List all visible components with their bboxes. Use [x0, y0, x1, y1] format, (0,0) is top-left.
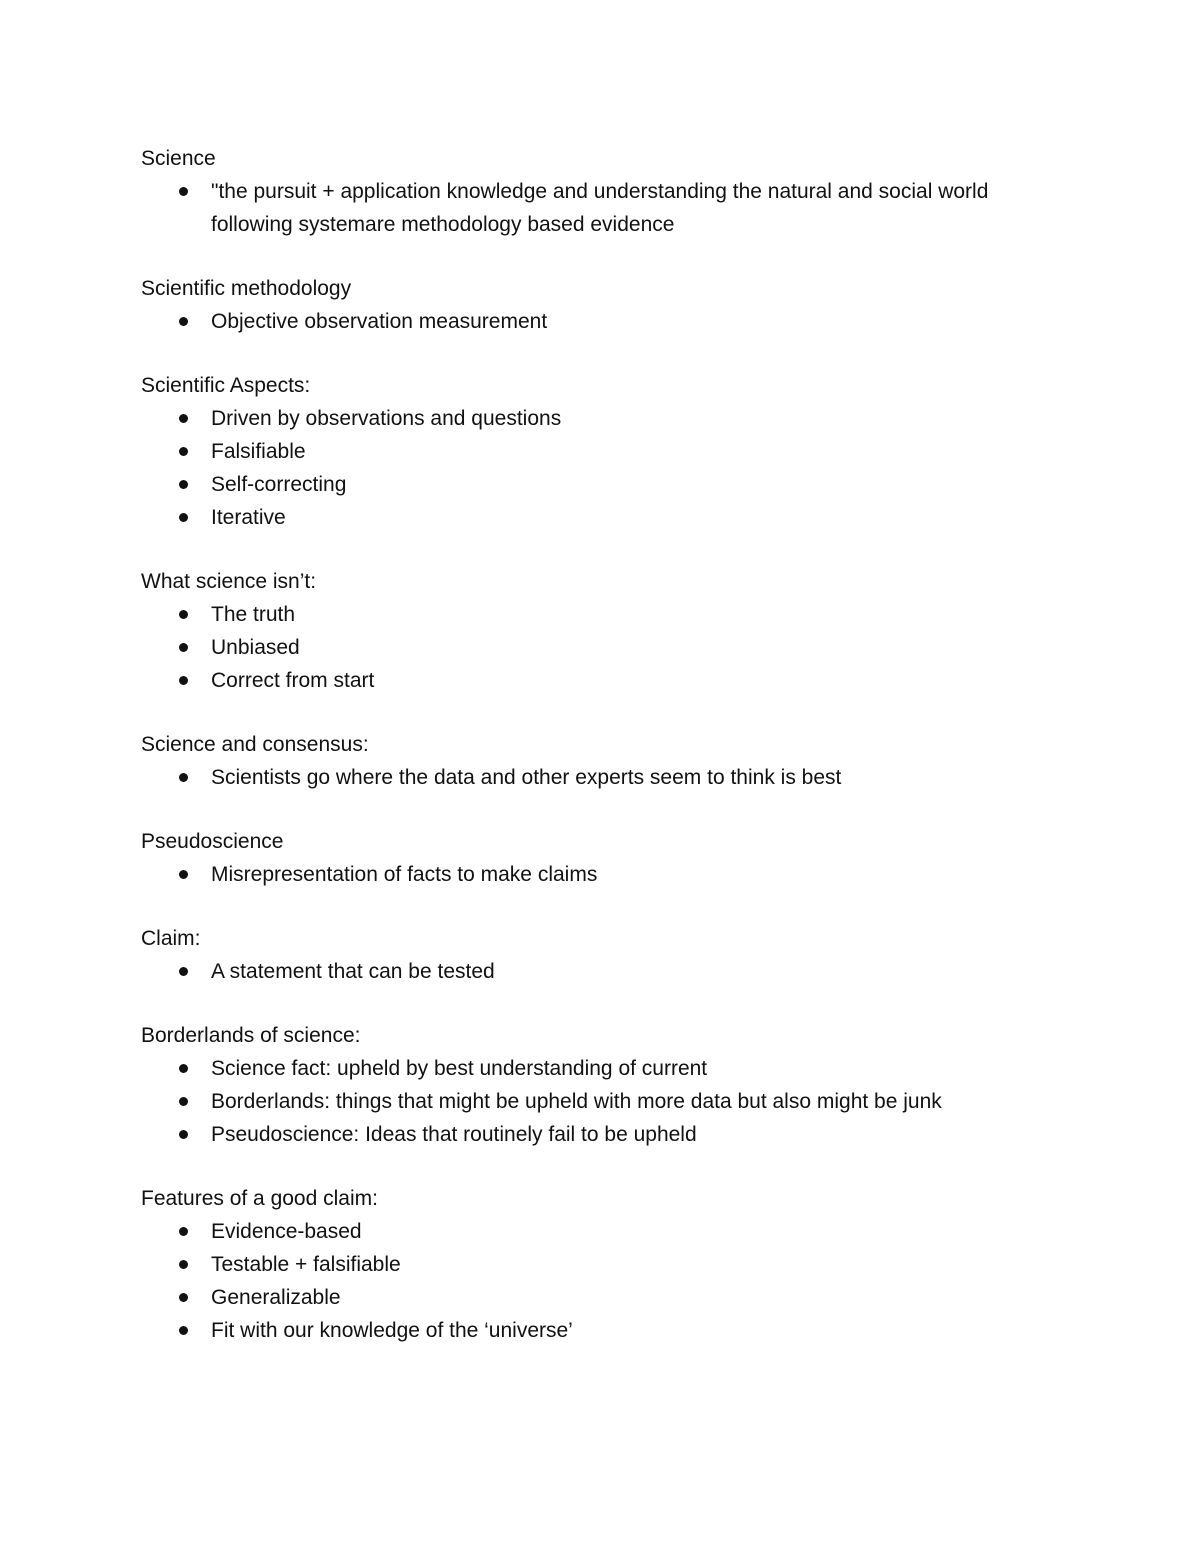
list-item	[141, 664, 1061, 697]
list-item	[141, 435, 1061, 468]
bullet-icon	[179, 643, 188, 652]
list-item-text: Scientists go where the data and other experts seem to think is best	[211, 766, 842, 789]
list-item-text: Science fact: upheld by best understanding of current	[211, 1057, 708, 1080]
bullet-icon	[179, 447, 188, 456]
list-item-text: Borderlands: things that might be upheld with more data but also might be junk	[211, 1090, 942, 1113]
bullet-list	[141, 858, 1061, 891]
list-item-text: Testable + falsifiable	[211, 1253, 401, 1276]
list-item-text: Pseudoscience: Ideas that routinely fail to be upheld	[211, 1123, 697, 1146]
list-item-text: Objective observation measurement	[211, 310, 548, 333]
list-item-text: Evidence-based	[211, 1220, 362, 1243]
list-item-text: Generalizable	[211, 1286, 341, 1309]
section-features-of-a-good-claim	[141, 1182, 1061, 1347]
section-heading: Science and consensus:	[141, 733, 369, 756]
list-item-text: "the pursuit + application knowledge and understanding the natural and social world following systemare methodology based evidence	[211, 180, 989, 236]
bullet-icon	[179, 870, 188, 879]
list-item	[141, 955, 1061, 988]
section-heading: Science	[141, 147, 216, 170]
list-item	[141, 761, 1061, 794]
bullet-list	[141, 175, 1061, 241]
list-item	[141, 501, 1061, 534]
list-item-text: Unbiased	[211, 636, 300, 659]
list-item	[141, 402, 1061, 435]
bullet-list	[141, 1215, 1061, 1347]
list-item	[141, 1281, 1061, 1314]
list-item	[141, 631, 1061, 664]
bullet-list	[141, 402, 1061, 534]
section-borderlands-of-science	[141, 1019, 1061, 1151]
bullet-icon	[179, 1227, 188, 1236]
section-heading: Pseudoscience	[141, 830, 284, 853]
section-what-science-isnt	[141, 565, 1061, 697]
section-scientific-methodology	[141, 272, 1061, 338]
bullet-icon	[179, 513, 188, 522]
list-item-text: Iterative	[211, 506, 286, 529]
bullet-icon	[179, 187, 188, 196]
list-item-text: Fit with our knowledge of the ‘universe’	[211, 1319, 573, 1342]
list-item	[141, 305, 1061, 338]
section-heading: Features of a good claim:	[141, 1187, 378, 1210]
bullet-icon	[179, 967, 188, 976]
bullet-list	[141, 305, 1061, 338]
bullet-icon	[179, 317, 188, 326]
bullet-icon	[179, 414, 188, 423]
list-item	[141, 1085, 1061, 1118]
list-item	[141, 1314, 1061, 1347]
list-item	[141, 1248, 1061, 1281]
list-item-text: Correct from start	[211, 669, 375, 692]
bullet-list	[141, 598, 1061, 697]
bullet-icon	[179, 1130, 188, 1139]
bullet-icon	[179, 1293, 188, 1302]
bullet-icon	[179, 1326, 188, 1335]
list-item-text: Self-correcting	[211, 473, 347, 496]
list-item	[141, 175, 1061, 241]
section-scientific-aspects	[141, 369, 1061, 534]
bullet-list	[141, 955, 1061, 988]
list-item-text: Misrepresentation of facts to make claims	[211, 863, 598, 886]
bullet-icon	[179, 1064, 188, 1073]
section-pseudoscience	[141, 825, 1061, 891]
section-heading: Scientific Aspects:	[141, 374, 311, 397]
bullet-list	[141, 761, 1061, 794]
bullet-icon	[179, 480, 188, 489]
list-item	[141, 1215, 1061, 1248]
list-item	[141, 1052, 1061, 1085]
bullet-icon	[179, 1097, 188, 1106]
bullet-icon	[179, 610, 188, 619]
bullet-icon	[179, 676, 188, 685]
list-item	[141, 1118, 1061, 1151]
section-science	[141, 142, 1061, 241]
list-item	[141, 468, 1061, 501]
section-heading: Claim:	[141, 927, 201, 950]
section-heading: What science isn’t:	[141, 570, 317, 593]
bullet-icon	[179, 773, 188, 782]
section-claim	[141, 922, 1061, 988]
list-item	[141, 858, 1061, 891]
list-item	[141, 598, 1061, 631]
list-item-text: The truth	[211, 603, 296, 626]
section-heading: Scientific methodology	[141, 277, 352, 300]
notes-body	[141, 142, 1061, 1378]
list-item-text: Driven by observations and questions	[211, 407, 562, 430]
list-item-text: Falsifiable	[211, 440, 306, 463]
section-science-and-consensus	[141, 728, 1061, 794]
list-item-text: A statement that can be tested	[211, 960, 495, 983]
bullet-list	[141, 1052, 1061, 1151]
bullet-icon	[179, 1260, 188, 1269]
section-heading: Borderlands of science:	[141, 1024, 361, 1047]
